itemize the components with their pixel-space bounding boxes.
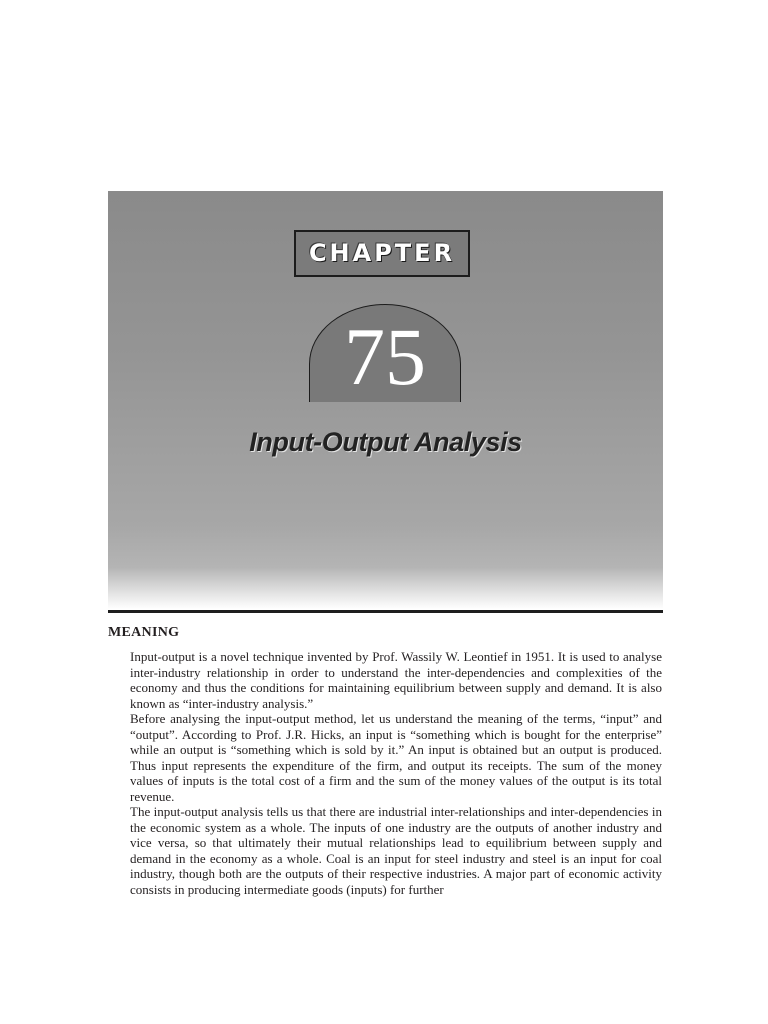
section-heading: MEANING [108, 625, 180, 640]
section-divider [108, 610, 663, 613]
chapter-title: Input-Output Analysis [249, 427, 522, 457]
chapter-number: 75 [344, 311, 426, 402]
paragraph: The input-output analysis tells us that there are industrial inter-relationships and inter-dependencies in the economic system as a whole. The inputs of one industry are the outputs of another industry and vice versa, so that ultimately their mutual relationships lead to equilibrium between supply and demand in the economy as a whole. Coal is an input for steel industry and steel is an input for coal industry, though both are the outputs of their respective industries. A major part of economic activity consists in producing intermediate goods (inputs) for further [130, 804, 662, 897]
chapter-banner [108, 191, 663, 609]
chapter-number-badge [309, 304, 461, 402]
chapter-label: CHAPTER [294, 230, 470, 277]
paragraph: Before analysing the input-output method, let us understand the meaning of the terms, “input” and “output”. According to Prof. J.R. Hicks, an input is “something which is bought for the enterprise” while an output is “something which is sold by it.” An input is obtained but an output is produced. Thus input represents the expenditure of the firm, and output its receipts. The sum of the money values of inputs is the total cost of a firm and the sum of the money values of the output is its total revenue. [130, 711, 662, 804]
section-body [130, 649, 662, 897]
paragraph: Input-output is a novel technique invented by Prof. Wassily W. Leontief in 1951. It is used to analyse inter-industry relationship in order to understand the inter-dependencies and complexities of the economy and thus the conditions for maintaining equilibrium between supply and demand. It is also known as “inter-industry analysis.” [130, 649, 662, 711]
